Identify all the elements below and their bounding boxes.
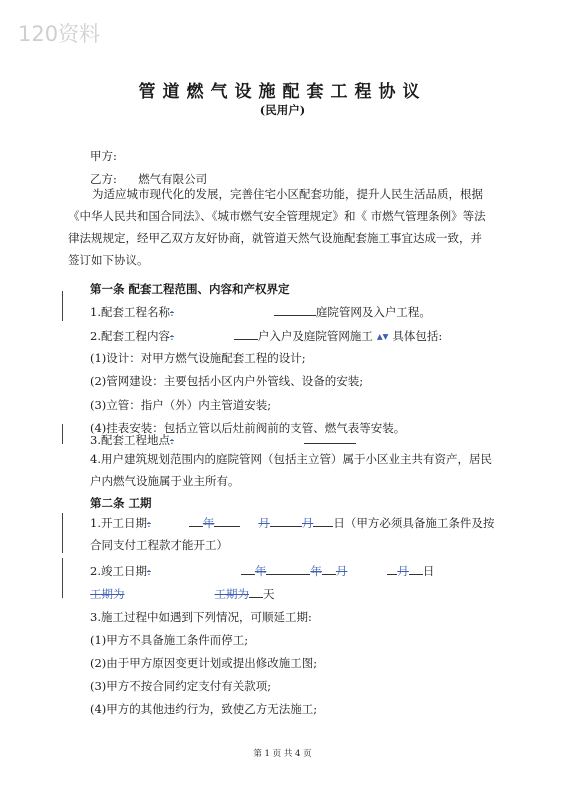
article-2-end-date xyxy=(90,562,434,579)
start-month: 月 xyxy=(258,516,270,530)
end-day: 日 xyxy=(422,564,435,578)
item-3-inserted: : xyxy=(169,433,174,447)
article-2-cond-2: (2)由于甲方原因变更计划或提出修改施工图; xyxy=(90,656,318,670)
start-day: 日 xyxy=(333,516,345,530)
article-1-subitem-2: (2)管网建设：主要包括小区内户外管线、设备的安装; xyxy=(90,374,364,388)
end-year-2: 年 xyxy=(310,564,322,578)
article-2-cond-3: (3)甲方不按合同约定支付有关款项; xyxy=(90,679,272,693)
item-2-inserted: : xyxy=(169,329,174,343)
revision-bar xyxy=(62,558,63,598)
item-3-label: 3.配套工程地点 xyxy=(90,433,170,447)
item-2-text: 户入户及庭院管网施工 xyxy=(257,329,373,343)
start-month-2: 月 xyxy=(301,516,314,530)
insert-marker-icon: ▴▾ xyxy=(376,329,389,343)
end-month: 月 xyxy=(335,564,348,578)
document-title: 管道燃气设施配套工程协议 xyxy=(138,82,427,102)
article-2-cond-4: (4)甲方的其他违约行为，致使乙方无法施工; xyxy=(90,702,318,716)
start-day-pad xyxy=(302,516,314,530)
start-date-inserted: : xyxy=(146,516,151,530)
article-2-duration xyxy=(90,585,275,602)
revision-bar xyxy=(62,424,63,444)
article-2-item-3: 3.施工过程中如遇到下列情况，可顺延工期: xyxy=(90,610,312,624)
start-month-pad xyxy=(240,516,270,530)
party-b-label: 乙方: xyxy=(90,172,117,186)
article-1-subitem-1: (1)设计：对甲方燃气设施配套工程的设计; xyxy=(90,351,306,365)
article-2-start-date xyxy=(90,512,495,556)
end-month-pad xyxy=(336,564,388,578)
article-2-cond-1: (1)甲方不具备施工条件而停工; xyxy=(90,633,249,647)
party-a-label: 甲方: xyxy=(90,149,117,163)
start-year: 年 xyxy=(202,516,215,530)
item-2-label: 2.配套工程内容 xyxy=(90,329,170,343)
duration-inserted: 工期为 工期为 xyxy=(90,587,249,601)
end-date-label: 2.竣工日期 xyxy=(90,564,147,578)
intro-paragraph: 为适应城市现代化的发展，完善住宅小区配套功能，提升人民生活品质，根据《中华人民共和国合同法》、《城市燃气安全管理规定》和《 市燃气管理条例》等法律法规规定，经甲乙双方友好协商，就管道天然气设施配套施工事宜达成一致，并签订如下协议。 xyxy=(68,187,486,267)
article-1-item-4: 4.用户建筑规划范围内的庭院管网（包括主立管）属于小区业主共有资产，居民户内燃气设施属于业主所有。 xyxy=(90,452,492,488)
article-1-item-2 xyxy=(90,327,442,344)
article-1-heading: 第一条 配套工程范围、内容和产权界定 xyxy=(90,282,290,296)
article-1-subitem-3: (3)立管：指户（外）内主管道安装; xyxy=(90,398,272,412)
watermark: 120资料 xyxy=(18,22,101,46)
item-1-label: 1.配套工程名称 xyxy=(90,305,170,319)
item-1-inserted: : xyxy=(169,305,174,319)
revision-bar xyxy=(62,513,63,553)
end-month-2: 月 xyxy=(397,564,409,578)
start-date-note: （甲方必须具备施工条件及按合同支付工程款才能开工） xyxy=(90,516,495,552)
duration-unit: 天 xyxy=(263,587,275,601)
page-footer: 第 1 页 共 4 页 xyxy=(253,749,312,759)
item-2-detail: 具体包括: xyxy=(392,329,443,343)
item-2-blank xyxy=(234,327,258,340)
revision-bar xyxy=(62,291,63,321)
article-1-subitem-4: (4)挂表安装：包括立管以后灶前阀前的支管、燃气表等安装。 xyxy=(90,421,406,435)
document-subtitle: (民用户) xyxy=(259,103,306,117)
start-date-label: 1.开工日期 xyxy=(90,516,147,530)
item-1-blank xyxy=(274,303,316,316)
end-year: 年 xyxy=(254,564,267,578)
party-b-name: 燃气有限公司 xyxy=(138,172,208,186)
article-2-heading: 第二条 工期 xyxy=(90,496,152,510)
item-3-blank xyxy=(304,431,356,444)
article-1-item-3 xyxy=(90,431,356,448)
item-1-text: 庭院管网及入户工程。 xyxy=(315,305,431,319)
end-date-inserted: : xyxy=(146,564,151,578)
article-1-item-1 xyxy=(90,303,431,320)
